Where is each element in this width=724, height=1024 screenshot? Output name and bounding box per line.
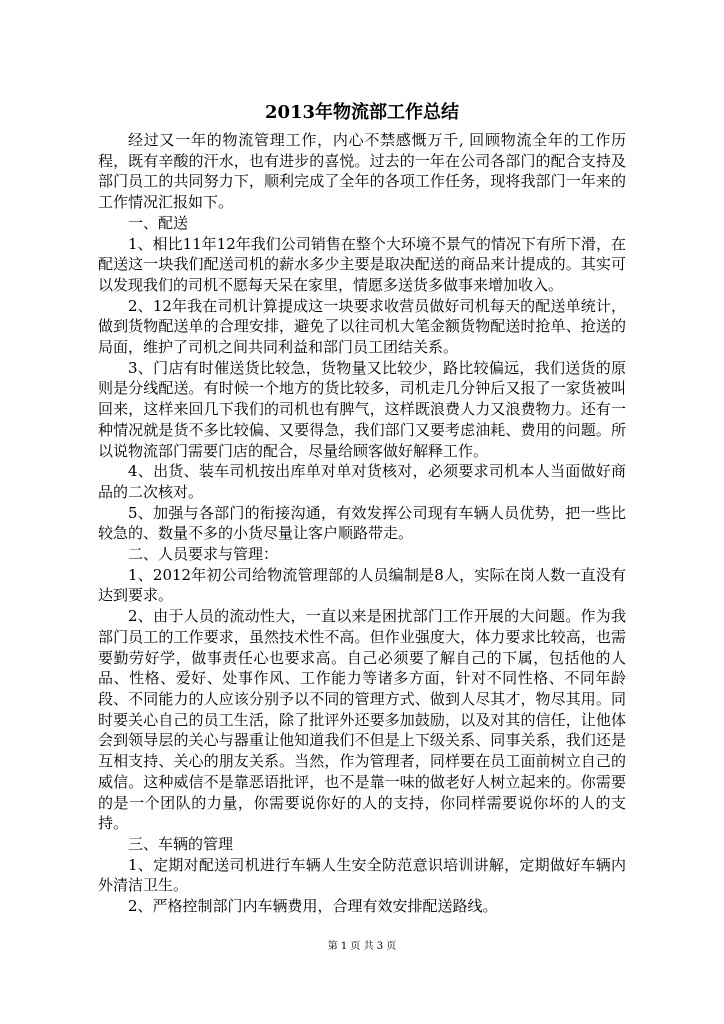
page-footer: 第 1 页 共 3 页 bbox=[327, 941, 397, 952]
intro-paragraph: 经过又一年的物流管理工作，内心不禁感慨万千, 回顾物流全年的工作历程，既有辛酸的汗水，也有进步的喜悦。过去的一年在公司各部门的配合支持及部门员工的共同努力下，顺利完成了全年的各项工作任务，现将我部门一年来的工作情况汇报如下。 bbox=[98, 131, 626, 212]
delivery-item-4: 4、出货、装车司机按出库单对单对货核对，必须要求司机本人当面做好商品的二次核对。 bbox=[98, 462, 626, 501]
section-heading-delivery: 一、配送 bbox=[128, 213, 189, 232]
vehicles-item-1: 1、定期对配送司机进行车辆人生安全防范意识培训讲解，定期做好车辆内外清洁卫生。 bbox=[98, 855, 626, 895]
vehicles-item-2: 2、严格控制部门内车辆费用，合理有效安排配送路线。 bbox=[128, 897, 498, 916]
document-page bbox=[98, 100, 626, 917]
staff-item-1: 1、2012年初公司给物流管理部的人员编制是8人，实际在岗人数一直没有达到要求。 bbox=[98, 565, 626, 605]
delivery-item-1: 1、相比11年12年我们公司销售在整个大环境不景气的情况下有所下滑，在配送这一块我们配送司机的薪水多少主要是取决配送的商品来计提成的。其实可以发现我们的司机不愿每天呆在家里，情愿多送货多做事来增加收入。 bbox=[98, 234, 626, 294]
document-title: 2013年物流部工作总结 bbox=[264, 102, 460, 123]
staff-item-2: 2、由于人员的流动性大，一直以来是困扰部门工作开展的大问题。作为我部门员工的工作要求，虽然技术性不高。但作业强度大，体力要求比较高，也需要勤劳好学，做事责任心也要求高。自己必须要了解自己的下属，包括他的人品、性格、爱好、处事作风、工作能力等诸多方面，针对不同性格、不同年龄段、不同能力的人应该分别予以不同的管理方式、做到人尽其才，物尽其用。同时要关心自己的员工生活，除了批评外还要多加鼓励，以及对其的信任，让他体会到领导层的关心与器重让他知道我们不但是上下级关系、同事关系，我们还是互相支持、关心的朋友关系。当然，作为管理者，同样要在员工面前树立自己的威信。这种威信不是靠恶语批评，也不是靠一味的做老好人树立起来的。你需要的是一个团队的力量，你需要说你好的人的支持，你同样需要说你坏的人的支持。 bbox=[98, 607, 626, 833]
section-heading-vehicles: 三、车辆的管理 bbox=[128, 834, 234, 853]
delivery-item-3: 3、门店有时催送货比较急，货物量又比较少，路比较偏远，我们送货的原则是分线配送。有时候一个地方的货比较多，司机走几分钟后又报了一家货被叫回来，这样来回几下我们的司机也有脾气，这样既浪费人力又浪费物力。还有一种情况就是货不多比较偏、又要得急，我们部门又要考虑油耗、费用的问题。所以说物流部门需要门店的配合，尽量给顾客做好解释工作。 bbox=[98, 358, 626, 460]
section-heading-staff: 二、人员要求与管理： bbox=[128, 545, 279, 564]
delivery-item-5: 5、加强与各部门的衔接沟通，有效发挥公司现有车辆人员优势，把一些比较急的、数量不多的小货尽量让客户顺路带走。 bbox=[98, 503, 626, 543]
delivery-item-2: 2、12年我在司机计算提成这一块要求收营员做好司机每天的配送单统计，做到货物配送单的合理安排，避免了以往司机大笔金额货物配送时抢单、抢送的局面，维护了司机之间共同利益和部门员工团结关系。 bbox=[98, 296, 626, 357]
